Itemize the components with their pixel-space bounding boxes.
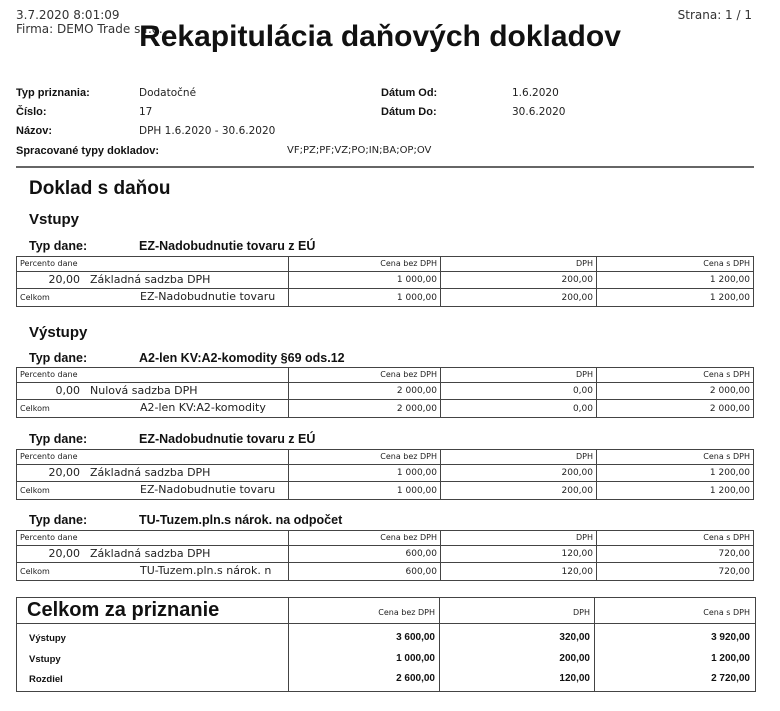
summary-row-label: Rozdiel bbox=[29, 674, 63, 685]
summary-base: 3 600,00 bbox=[396, 632, 435, 643]
col-total: Cena s DPH bbox=[597, 531, 754, 546]
col-percent: Percento dane bbox=[17, 450, 289, 465]
nazov-value: DPH 1.6.2020 - 30.6.2020 bbox=[139, 125, 276, 137]
sum-base: 600,00 bbox=[289, 563, 441, 581]
cislo-value: 17 bbox=[139, 106, 153, 118]
summary-base: 2 600,00 bbox=[396, 673, 435, 684]
table-total-row bbox=[17, 482, 754, 500]
base: 1 000,00 bbox=[289, 465, 441, 482]
table-row bbox=[17, 465, 754, 482]
col-percent: Percento dane bbox=[17, 257, 289, 272]
vat: 200,00 bbox=[441, 465, 597, 482]
col-total: Cena s DPH bbox=[597, 257, 754, 272]
spracovane-label: Spracované typy dokladov: bbox=[16, 145, 160, 157]
typ-dane-label: Typ dane: bbox=[29, 513, 88, 527]
col-base: Cena bez DPH bbox=[289, 450, 441, 465]
datum-od-value: 1.6.2020 bbox=[512, 87, 559, 99]
sum-vat: 120,00 bbox=[441, 563, 597, 581]
table-row bbox=[17, 383, 754, 400]
total-name: EZ-Nadobudnutie tovaru bbox=[140, 290, 276, 303]
header-divider bbox=[16, 166, 754, 168]
summary-col-vat: DPH bbox=[573, 608, 590, 617]
rate: 20,00 bbox=[48, 466, 80, 479]
rate-name: Nulová sadzba DPH bbox=[90, 384, 198, 397]
typ-dane-label: Typ dane: bbox=[29, 432, 88, 446]
col-base: Cena bez DPH bbox=[289, 257, 441, 272]
table-total-row bbox=[17, 563, 754, 581]
total: 1 200,00 bbox=[597, 465, 754, 482]
summary-total: 3 920,00 bbox=[711, 632, 750, 643]
page-number: Strana: 1 / 1 bbox=[677, 8, 752, 22]
total-name: A2-len KV:A2-komodity bbox=[140, 401, 266, 414]
sum-vat: 200,00 bbox=[441, 289, 597, 307]
sum-base: 1 000,00 bbox=[289, 289, 441, 307]
col-base: Cena bez DPH bbox=[289, 368, 441, 383]
col-percent: Percento dane bbox=[17, 531, 289, 546]
rate: 20,00 bbox=[48, 547, 80, 560]
typ-dane-name: EZ-Nadobudnutie tovaru z EÚ bbox=[139, 239, 316, 253]
typ-dane-name: A2-len KV:A2-komodity §69 ods.12 bbox=[139, 351, 345, 365]
summary-header-divider bbox=[17, 623, 755, 624]
company-name: Firma: DEMO Trade s.r.o. bbox=[16, 22, 163, 36]
page-title: Rekapitulácia daňových dokladov bbox=[139, 20, 621, 53]
celkom-label: Celkom bbox=[20, 486, 50, 495]
table-row bbox=[17, 272, 754, 289]
table-total-row bbox=[17, 289, 754, 307]
celkom-label: Celkom bbox=[20, 567, 50, 576]
col-percent: Percento dane bbox=[17, 368, 289, 383]
vat-table bbox=[16, 530, 754, 581]
base: 1 000,00 bbox=[289, 272, 441, 289]
table-row bbox=[17, 546, 754, 563]
summary-table bbox=[16, 597, 756, 692]
spracovane-value: VF;PZ;PF;VZ;PO;IN;BA;OP;OV bbox=[287, 145, 432, 156]
col-total: Cena s DPH bbox=[597, 368, 754, 383]
summary-base: 1 000,00 bbox=[396, 653, 435, 664]
total: 720,00 bbox=[597, 546, 754, 563]
sum-total: 1 200,00 bbox=[597, 482, 754, 500]
sum-base: 2 000,00 bbox=[289, 400, 441, 418]
celkom-label: Celkom bbox=[20, 404, 50, 413]
rate: 20,00 bbox=[48, 273, 80, 286]
rate-name: Základná sadzba DPH bbox=[90, 547, 211, 560]
base: 600,00 bbox=[289, 546, 441, 563]
summary-total: 1 200,00 bbox=[711, 653, 750, 664]
table-header-row bbox=[17, 450, 754, 465]
total: 1 200,00 bbox=[597, 272, 754, 289]
group-title-vstupy: Vstupy bbox=[29, 211, 80, 228]
sum-total: 2 000,00 bbox=[597, 400, 754, 418]
total-name: TU-Tuzem.pln.s nárok. n bbox=[140, 564, 272, 577]
sum-total: 720,00 bbox=[597, 563, 754, 581]
typ-priznania-label: Typ priznania: bbox=[16, 87, 90, 99]
sum-vat: 200,00 bbox=[441, 482, 597, 500]
section-title: Doklad s daňou bbox=[29, 178, 171, 199]
summary-col-base: Cena bez DPH bbox=[378, 608, 435, 617]
vat-table bbox=[16, 256, 754, 307]
datum-od-label: Dátum Od: bbox=[381, 87, 438, 99]
table-header-row bbox=[17, 531, 754, 546]
col-base: Cena bez DPH bbox=[289, 531, 441, 546]
summary-vat: 200,00 bbox=[559, 653, 590, 664]
report-datetime: 3.7.2020 8:01:09 bbox=[16, 8, 120, 22]
summary-row-label: Výstupy bbox=[29, 633, 66, 644]
sum-total: 1 200,00 bbox=[597, 289, 754, 307]
vat-table bbox=[16, 449, 754, 500]
summary-title: Celkom za priznanie bbox=[27, 599, 220, 621]
col-total: Cena s DPH bbox=[597, 450, 754, 465]
typ-dane-name: EZ-Nadobudnutie tovaru z EÚ bbox=[139, 432, 316, 446]
col-vat: DPH bbox=[441, 368, 597, 383]
sum-base: 1 000,00 bbox=[289, 482, 441, 500]
rate-name: Základná sadzba DPH bbox=[90, 273, 211, 286]
summary-row-label: Vstupy bbox=[29, 654, 61, 665]
total-name: EZ-Nadobudnutie tovaru bbox=[140, 483, 276, 496]
summary-vat: 320,00 bbox=[559, 632, 590, 643]
vat-table bbox=[16, 367, 754, 418]
summary-vat: 120,00 bbox=[559, 673, 590, 684]
cislo-label: Číslo: bbox=[16, 106, 47, 118]
col-vat: DPH bbox=[441, 531, 597, 546]
vat: 120,00 bbox=[441, 546, 597, 563]
typ-dane-label: Typ dane: bbox=[29, 351, 88, 365]
vat: 200,00 bbox=[441, 272, 597, 289]
base: 2 000,00 bbox=[289, 383, 441, 400]
summary-total: 2 720,00 bbox=[711, 673, 750, 684]
vat: 0,00 bbox=[441, 383, 597, 400]
table-header-row bbox=[17, 257, 754, 272]
summary-col-total: Cena s DPH bbox=[703, 608, 750, 617]
sum-vat: 0,00 bbox=[441, 400, 597, 418]
celkom-label: Celkom bbox=[20, 293, 50, 302]
table-header-row bbox=[17, 368, 754, 383]
col-vat: DPH bbox=[441, 450, 597, 465]
table-total-row bbox=[17, 400, 754, 418]
typ-dane-label: Typ dane: bbox=[29, 239, 88, 253]
datum-do-value: 30.6.2020 bbox=[512, 106, 566, 118]
total: 2 000,00 bbox=[597, 383, 754, 400]
rate-name: Základná sadzba DPH bbox=[90, 466, 211, 479]
col-vat: DPH bbox=[441, 257, 597, 272]
rate: 0,00 bbox=[55, 384, 80, 397]
typ-dane-name: TU-Tuzem.pln.s nárok. na odpočet bbox=[139, 513, 343, 527]
nazov-label: Názov: bbox=[16, 125, 53, 137]
typ-priznania-value: Dodatočné bbox=[139, 87, 197, 99]
datum-do-label: Dátum Do: bbox=[381, 106, 437, 118]
group-title-vystupy: Výstupy bbox=[29, 324, 88, 341]
